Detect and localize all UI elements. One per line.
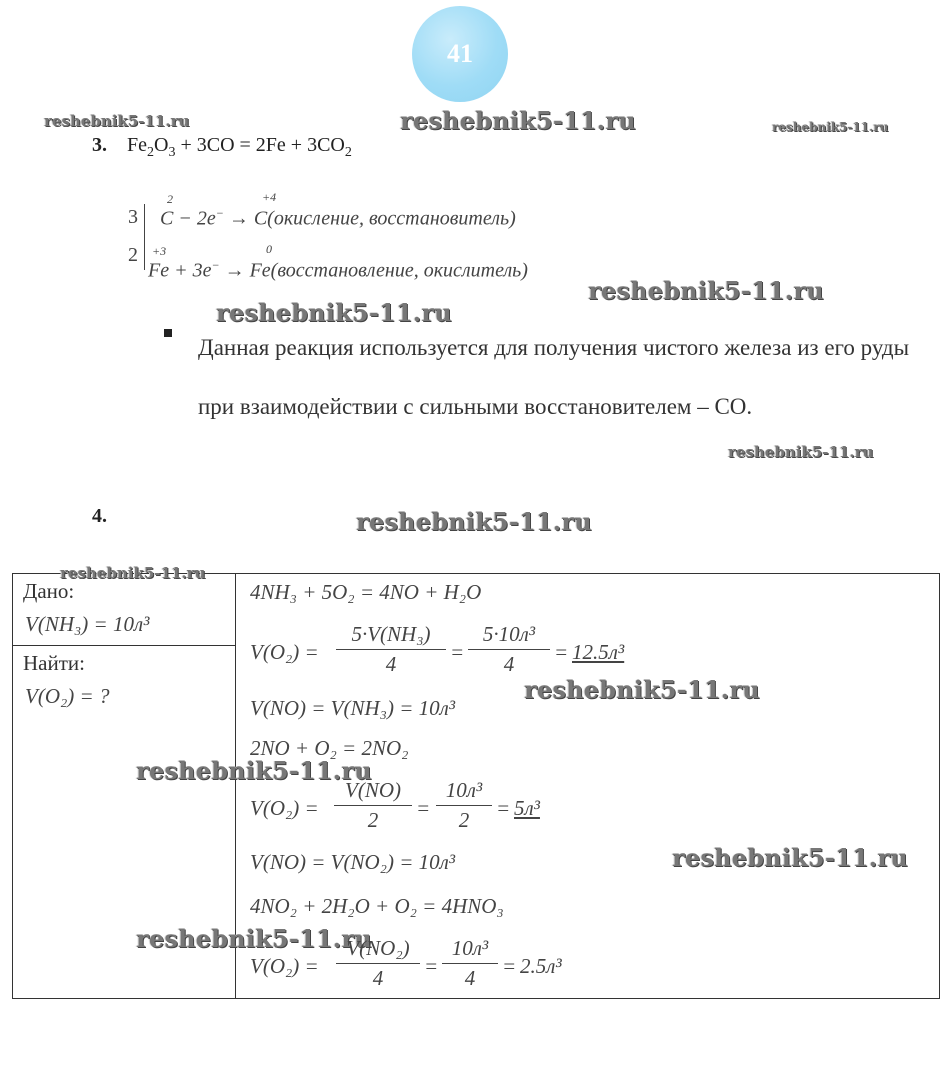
task-3-note: Данная реакция используется для получения чистого железа из его руды при взаимодействии с сильными восстановителем – CO. — [198, 335, 910, 419]
page-number: 41 — [447, 39, 473, 68]
equals-sign: = — [424, 954, 439, 978]
ox-state-fe-right: 0 — [266, 242, 272, 256]
redox-coef-2: 2 — [128, 244, 138, 266]
vo2-step-3-lhs: V(O₂) = — [250, 954, 319, 978]
vo2-step-1-lhs: V(O₂) = — [250, 640, 319, 664]
equals-sign: = — [450, 640, 465, 664]
equation-2: 2NO + O₂ = 2NO₂ — [250, 736, 409, 760]
vo2-step-2-lhs: V(O₂) = — [250, 796, 319, 820]
fraction: 5·10л³ 4 — [468, 622, 550, 677]
watermark: reshebnik5-11.ru — [136, 924, 372, 953]
equals-sign: = — [554, 640, 569, 664]
fraction: V(NO) 2 — [334, 778, 412, 833]
redox-line-2: Fe + 3e− → Fe(восстановление, окислитель) — [148, 258, 528, 282]
bullet-icon — [164, 329, 172, 337]
vo2-step-1-result: 12.5л³ — [572, 640, 625, 664]
equals-sign: = — [416, 796, 431, 820]
fraction: 10л³ 2 — [436, 778, 492, 833]
redox-line-1: C − 2e− → C(окисление, восстановитель) — [160, 206, 516, 230]
find-label: Найти: — [23, 651, 85, 675]
fraction: 5·V(NH₃) 4 — [336, 622, 446, 677]
watermark: reshebnik5-11.ru — [772, 120, 889, 134]
watermark: reshebnik5-11.ru — [136, 756, 372, 785]
watermark: reshebnik5-11.ru — [524, 675, 760, 704]
task-4-number: 4. — [92, 505, 107, 527]
task-3-number: 3. — [92, 134, 107, 156]
given-label: Дано: — [23, 579, 75, 603]
ox-state-c-left: 2 — [167, 192, 173, 206]
given-value: V(NH₃) = 10л³ — [25, 612, 150, 636]
watermark: reshebnik5-11.ru — [672, 843, 908, 872]
page-number-badge — [412, 6, 508, 102]
equation-1: 4NH₃ + 5O₂ = 4NO + H₂O — [250, 580, 482, 604]
fraction: 10л³ 4 — [442, 936, 498, 991]
equation-3: 4NO₂ + 2H₂O + O₂ = 4HNO₃ — [250, 894, 504, 918]
vno-step-2: V(NO) = V(NO₂) = 10л³ — [250, 850, 456, 874]
watermark: reshebnik5-11.ru — [60, 564, 206, 582]
redox-divider — [144, 204, 145, 270]
vo2-step-3-result: 2.5л³ — [520, 954, 562, 978]
table-row-divider — [12, 645, 236, 646]
watermark: reshebnik5-11.ru — [588, 276, 824, 305]
vno-step-1: V(NO) = V(NH₃) = 10л³ — [250, 696, 456, 720]
fraction: V(NO₂) 4 — [336, 936, 420, 991]
ox-state-c-right: +4 — [262, 190, 277, 204]
ox-state-fe-left: +3 — [152, 244, 167, 258]
watermark: reshebnik5-11.ru — [44, 112, 190, 130]
equals-sign: = — [502, 954, 517, 978]
task-3-equation: $Fe_2O_3 + 3CO = 2Fe + 3CO_2$ — [127, 134, 352, 160]
find-value: V(O₂) = ? — [25, 684, 110, 708]
watermark: reshebnik5-11.ru — [216, 298, 452, 327]
vo2-step-2-result: 5л³ — [514, 796, 540, 820]
watermark: reshebnik5-11.ru — [400, 106, 636, 135]
equals-sign: = — [496, 796, 511, 820]
watermark: reshebnik5-11.ru — [728, 443, 874, 461]
redox-coef-1: 3 — [128, 206, 138, 228]
watermark: reshebnik5-11.ru — [356, 507, 592, 536]
